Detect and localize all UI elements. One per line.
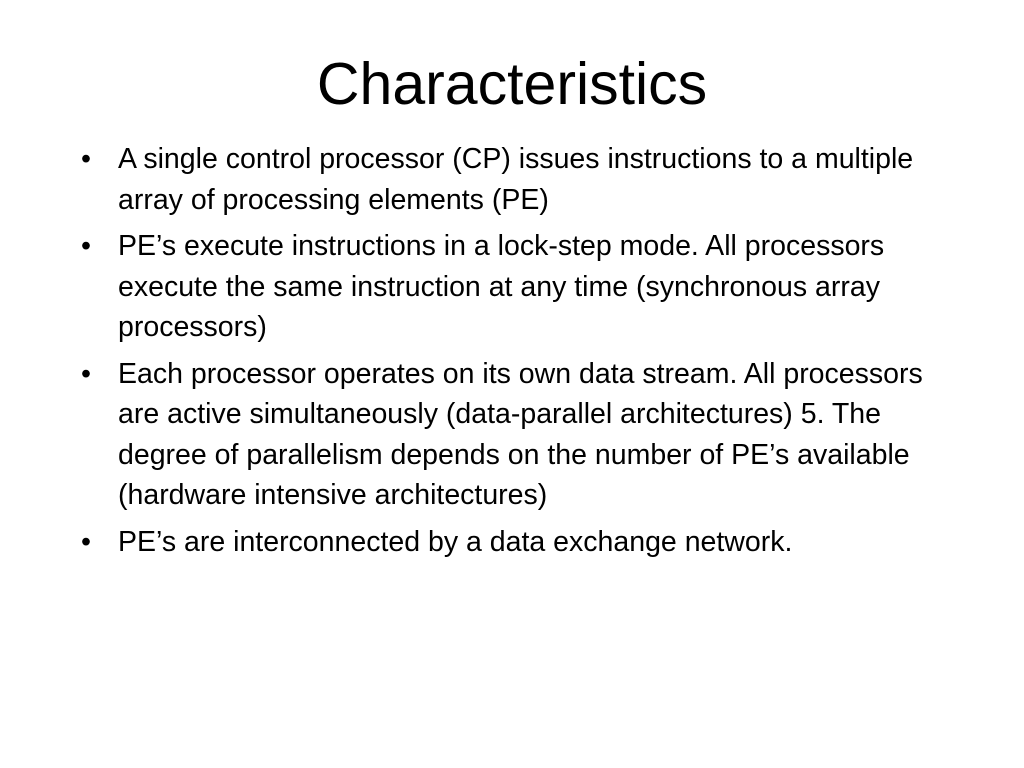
bullet-dot-icon: • <box>81 525 91 558</box>
bullet-text: Each processor operates on its own data stream. All processors are active simultaneously (data-parallel architectures) 5. The degree of parallelism depends on the number of PE’s available (hardware intensive architectures) <box>118 357 923 511</box>
bullet-text: A single control processor (CP) issues instructions to a multiple array of processing elements (PE) <box>118 143 914 216</box>
bullet-item-1 <box>76 139 946 220</box>
bullet-item-4 <box>76 522 946 563</box>
bullet-dot-icon: • <box>81 357 91 390</box>
bullet-item-3 <box>76 354 946 516</box>
bullet-item-2 <box>76 226 946 348</box>
bullet-list <box>76 139 946 568</box>
bullet-dot-icon: • <box>81 143 91 175</box>
slide-title: Characteristics <box>316 51 708 117</box>
bullet-text: PE’s execute instructions in a lock-step mode. All processors execute the same instruction at any time (synchronous array processors) <box>118 230 885 343</box>
bullet-dot-icon: • <box>81 230 91 262</box>
bullet-text: PE’s are interconnected by a data exchange network. <box>118 525 793 558</box>
